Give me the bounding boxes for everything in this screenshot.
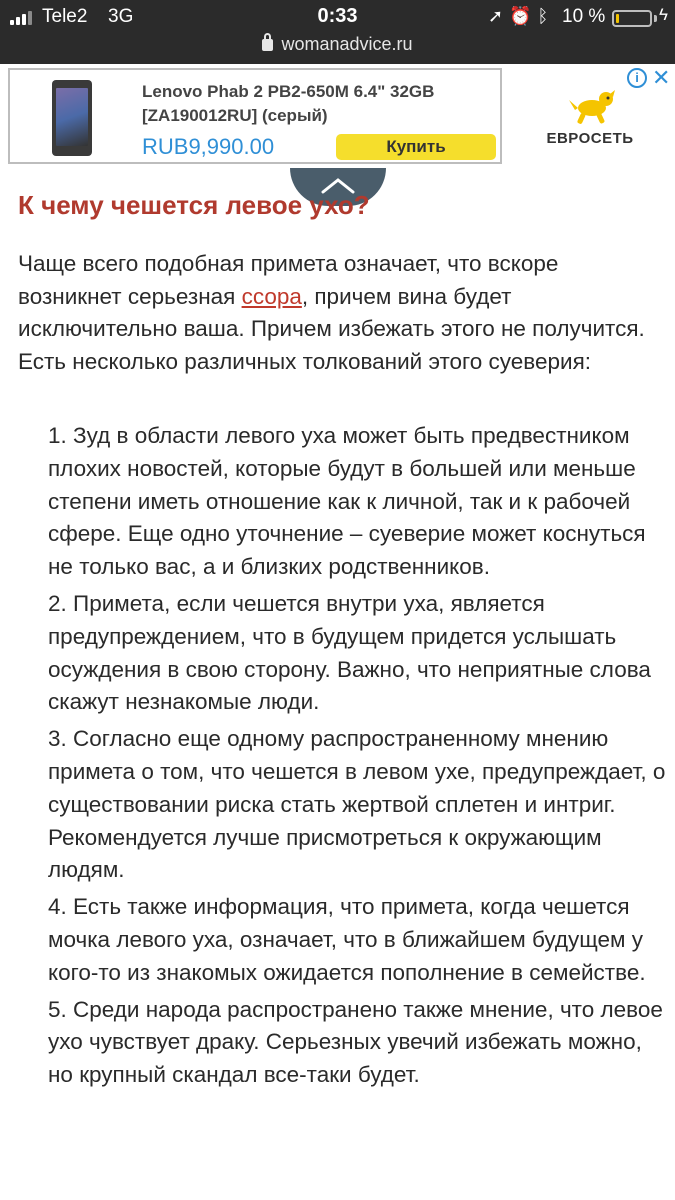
ad-close-icon[interactable]: ✕: [652, 65, 671, 90]
browser-top-bar: [0, 0, 675, 64]
status-bar: [0, 0, 675, 34]
ad-banner: [0, 64, 675, 168]
list-item: 3. Согласно еще одному распространенному мнению примета о том, что чешется в левом ухе, предупреждает, о существовании риска стать жертвой сплетен и интриг. Рекомендуется лучше присмотреться к окружающим людям.: [48, 726, 666, 883]
address-bar[interactable]: [0, 34, 675, 55]
product-phone-image: [52, 80, 92, 156]
battery-level-fill: [616, 14, 619, 23]
superstition-list: [48, 420, 668, 1096]
url-text: womanadvice.ru: [281, 34, 413, 54]
intro-paragraph: [18, 248, 658, 378]
brand-dog-logo-icon: [566, 86, 616, 126]
location-arrow-icon: ➚: [488, 6, 510, 26]
ad-price: RUB9,990.00: [142, 134, 275, 159]
list-item: 1. Зуд в области левого уха может быть предвестником плохих новостей, которые будут в большей или меньше степени иметь отношение как к личной, так и к рабочей сфере. Еще одно уточнение – суеверие может коснуться не только вас, а и близких родственников.: [48, 423, 646, 580]
intro-text-start: Чаще всего подобная примета означает, что вскоре возникнет серьезная: [18, 251, 559, 309]
battery-percent: 10 %: [562, 6, 606, 27]
bluetooth-icon: ᛒ: [537, 6, 555, 26]
ad-product-title[interactable]: Lenovo Phab 2 PB2-650M 6.4" 32GB [ZA190012RU] (серый): [142, 82, 435, 125]
buy-button[interactable]: Купить: [336, 134, 496, 160]
battery-cap: [654, 15, 657, 22]
ad-product-card[interactable]: [8, 68, 502, 164]
status-icons: [488, 6, 554, 27]
ad-info-icon[interactable]: i: [627, 68, 647, 88]
clock: 0:33: [317, 5, 358, 27]
battery-icon: [612, 10, 652, 27]
intro-text-end: , причем вина будет исключительно ваша. Причем избежать этого не получится. Есть несколько различных толкований этого суеверия:: [18, 283, 645, 374]
alarm-icon: ⏰: [509, 6, 538, 26]
lock-icon: [262, 39, 273, 51]
brand-name: ЕВРОСЕТЬ: [546, 130, 634, 147]
list-item: 2. Примета, если чешется внутри уха, является предупреждением, что в будущем придется услышать осуждения в свою сторону. Важно, что неприятные слова скажут незнакомые люди.: [48, 590, 651, 715]
article-heading: К чему чешется левое ухо?: [18, 190, 370, 220]
ssora-link[interactable]: ссора: [241, 283, 302, 309]
network-type: 3G: [108, 6, 134, 27]
charging-bolt-icon: ϟ: [659, 5, 668, 24]
list-item: 4. Есть также информация, что примета, когда чешется мочка левого уха, означает, что в ближайшем будущем у кого-то из знакомых ожидается пополнение в семействе.: [48, 894, 646, 985]
carrier-name: Tele2: [42, 6, 88, 27]
list-item: 5. Среди народа распространено также мнение, что левое ухо чувствует драку. Серьезных увечий избежать можно, но крупный скандал все-таки будет.: [48, 996, 663, 1088]
